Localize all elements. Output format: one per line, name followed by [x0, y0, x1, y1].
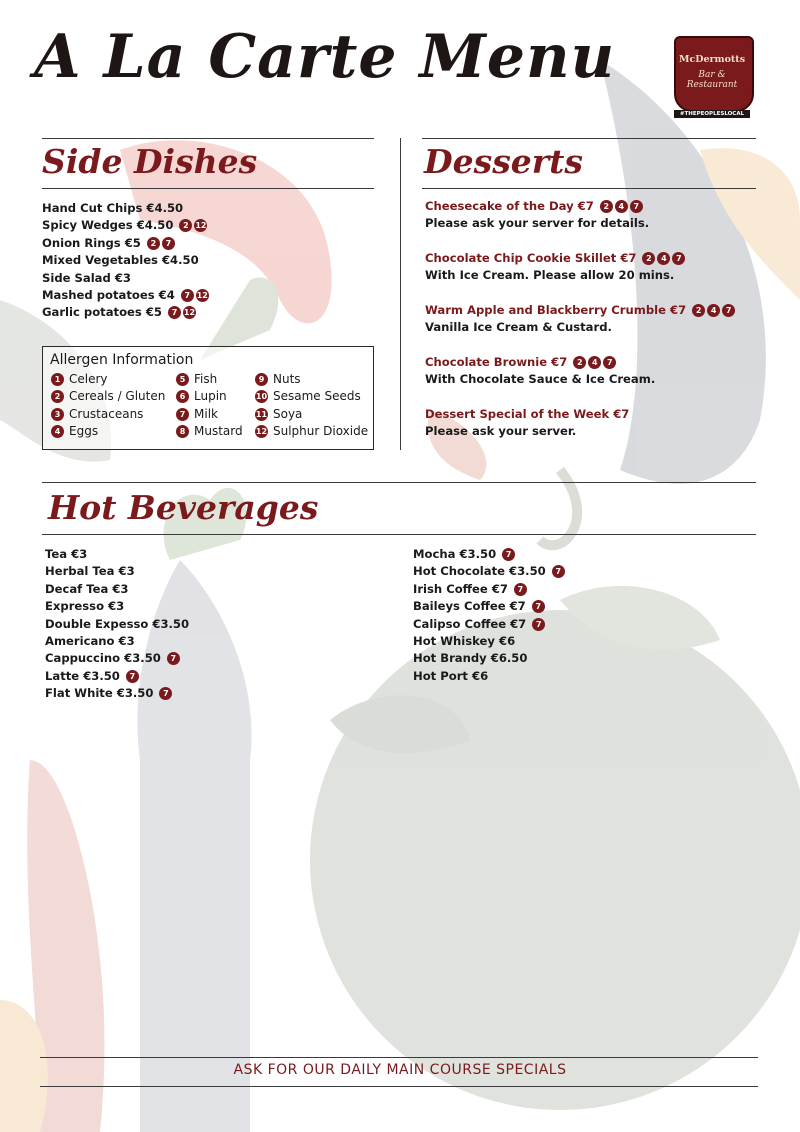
dessert-description: With Chocolate Sauce & Ice Cream.: [425, 372, 656, 387]
allergen-name: Soya: [273, 406, 303, 421]
dessert-description: Vanilla Ice Cream & Custard.: [425, 320, 612, 335]
item-text: Mashed potatoes €4: [42, 287, 175, 302]
allergen-badges: [500, 547, 515, 561]
allergen-badge: 4: [707, 304, 720, 317]
allergen-name: Fish: [194, 372, 218, 386]
allergen-badges: [166, 305, 196, 319]
allergen-badge: 2: [600, 200, 613, 213]
allergen-badge: 7: [630, 200, 643, 213]
allergen-badge: 8: [176, 425, 189, 438]
dessert-item: [425, 354, 655, 389]
hot-beverages-title: Hot Beverages: [48, 488, 319, 527]
allergen-name: Lupin: [194, 389, 227, 404]
allergen-badge: 7: [514, 583, 527, 596]
logo-tagline: #THEPEOPLESLOCAL: [674, 110, 750, 118]
item-text: Spicy Wedges €4.50: [42, 218, 174, 233]
item-text: Herbal Tea €3: [45, 564, 135, 579]
allergen-name: Milk: [194, 406, 218, 421]
logo-subtitle-line2: Restaurant: [686, 80, 738, 90]
item-text: Side Salad €3: [42, 270, 131, 285]
allergen-badge: 7: [502, 548, 515, 561]
allergen-title: Allergen Information: [50, 352, 194, 368]
allergen-name: Cereals / Gluten: [69, 389, 166, 404]
side-dish-item: [42, 217, 209, 234]
allergen-information-box: [42, 346, 374, 450]
logo-subtitle-line1: Bar &: [698, 70, 726, 80]
dessert-name-text: Dessert Special of the Week €7: [425, 407, 630, 421]
allergen-badge: 12: [255, 427, 268, 437]
allergen-badge: 2: [642, 252, 655, 265]
side-dish-item: [42, 304, 209, 321]
logo-name: McDermotts: [678, 54, 746, 65]
allergen-badges: [598, 199, 643, 213]
beverage-item: [45, 685, 189, 702]
allergen-badge: 7: [532, 600, 545, 613]
allergen-badge: 7: [532, 618, 545, 631]
dessert-name: [425, 198, 649, 215]
allergen-badge: 12: [196, 290, 208, 300]
dessert-name-text: Chocolate Brownie €7: [425, 355, 568, 369]
allergen-badge: 7: [167, 652, 180, 665]
allergen-name: Sulphur Dioxide: [273, 424, 369, 439]
allergen-badges: [571, 355, 616, 369]
allergen-entry: [176, 388, 243, 405]
allergen-badges: [179, 288, 209, 302]
dessert-item: [425, 250, 685, 285]
side-dish-item: [42, 287, 209, 304]
dessert-item: [425, 406, 629, 441]
allergen-badge: 10: [255, 392, 268, 402]
beverage-item: [45, 650, 189, 667]
allergen-badge: 6: [176, 390, 189, 403]
side-dish-item: [42, 200, 209, 217]
hot-beverages-list-right: [413, 546, 565, 685]
dessert-name-text: Cheesecake of the Day €7: [425, 199, 594, 213]
beverage-item: [413, 633, 565, 650]
allergen-badge: 4: [657, 252, 670, 265]
hot-beverages-list-left: [45, 546, 189, 703]
item-text: Double Expesso €3.50: [45, 616, 190, 631]
allergen-badge: 7: [672, 252, 685, 265]
daily-specials-banner: ASK FOR OUR DAILY MAIN COURSE SPECIALS: [233, 1062, 567, 1078]
allergen-name: Nuts: [273, 372, 301, 386]
dessert-name: [425, 354, 655, 371]
divider: [422, 188, 756, 189]
beverage-item: [45, 633, 189, 650]
allergen-badge: 7: [168, 306, 181, 319]
allergen-badge: 4: [615, 200, 628, 213]
divider: [40, 1086, 758, 1087]
item-text: Tea €3: [45, 547, 88, 561]
allergen-badge: 12: [183, 308, 196, 318]
allergen-column: [255, 371, 368, 441]
beverage-item: [45, 668, 189, 685]
allergen-badge: 1: [51, 373, 64, 386]
item-text: Garlic potatoes €5: [42, 305, 162, 320]
beverage-item: [45, 563, 189, 580]
divider: [42, 534, 756, 535]
allergen-badge: 7: [603, 356, 616, 369]
dessert-item: [425, 302, 735, 337]
allergen-name: Crustaceans: [69, 406, 144, 421]
allergen-badges: [157, 686, 172, 700]
allergen-badges: [530, 599, 545, 613]
divider: [42, 188, 374, 189]
logo-subtitle: [668, 70, 756, 90]
item-text: Mixed Vegetables €4.50: [42, 253, 199, 268]
allergen-entry: [51, 406, 165, 423]
beverage-item: [413, 616, 565, 633]
beverage-item: [413, 668, 565, 685]
item-text: Cappuccino €3.50: [45, 651, 161, 666]
allergen-badges: [530, 617, 545, 631]
allergen-entry: [255, 388, 368, 405]
allergen-entry: [255, 371, 368, 388]
dessert-name: [425, 406, 629, 423]
dessert-name-text: Chocolate Chip Cookie Skillet €7: [425, 251, 637, 265]
allergen-badge: 2: [147, 237, 160, 250]
allergen-name: Mustard: [194, 424, 243, 439]
allergen-badges: [165, 651, 180, 665]
allergen-badges: [512, 582, 527, 596]
beverage-item: [45, 616, 189, 633]
allergen-name: Sesame Seeds: [273, 389, 361, 404]
allergen-badge: 3: [51, 408, 64, 421]
allergen-badges: [145, 236, 175, 250]
divider: [40, 1057, 758, 1058]
allergen-badge: 7: [181, 289, 194, 302]
allergen-badges: [550, 564, 565, 578]
dessert-description: With Ice Cream. Please allow 20 mins.: [425, 268, 675, 283]
allergen-entry: [51, 423, 165, 440]
allergen-entry: [176, 423, 243, 440]
allergen-entry: [176, 371, 243, 388]
item-text: Mocha €3.50: [413, 547, 497, 561]
item-text: Latte €3.50: [45, 668, 120, 683]
allergen-badge: 7: [176, 408, 189, 421]
side-dish-item: [42, 270, 209, 287]
item-text: Hot Whiskey €6: [413, 633, 516, 648]
allergen-entry: [51, 371, 165, 388]
beverage-item: [45, 581, 189, 598]
allergen-name: Celery: [69, 372, 108, 386]
item-text: Onion Rings €5: [42, 235, 141, 250]
item-text: Baileys Coffee €7: [413, 599, 526, 614]
item-text: Hot Port €6: [413, 668, 489, 683]
beverage-item: [413, 546, 565, 563]
side-dishes-list: [42, 200, 209, 322]
allergen-badge: 12: [195, 221, 207, 231]
dessert-name-text: Warm Apple and Blackberry Crumble €7: [425, 303, 687, 317]
allergen-badge: 7: [126, 670, 139, 683]
column-divider: [400, 138, 401, 450]
beverage-item: [413, 581, 565, 598]
allergen-badge: 4: [588, 356, 601, 369]
beverage-item: [413, 598, 565, 615]
restaurant-logo: [668, 30, 758, 122]
beverage-item: [45, 598, 189, 615]
beverage-item: [413, 650, 565, 667]
allergen-badge: 9: [255, 373, 268, 386]
dessert-description: Please ask your server for details.: [425, 216, 650, 231]
allergen-badge: 4: [51, 425, 64, 438]
allergen-badge: 11: [255, 409, 268, 419]
item-text: Flat White €3.50: [45, 686, 154, 701]
item-text: Hand Cut Chips €4.50: [42, 201, 184, 215]
divider: [422, 138, 756, 139]
allergen-badge: 7: [722, 304, 735, 317]
divider: [42, 138, 374, 139]
item-text: Calipso Coffee €7: [413, 616, 527, 631]
allergen-badges: [640, 251, 685, 265]
allergen-entry: [176, 406, 243, 423]
item-text: Americano €3: [45, 633, 135, 648]
dessert-name: [425, 250, 685, 267]
desserts-title: Desserts: [424, 142, 583, 181]
allergen-name: Eggs: [69, 424, 99, 439]
allergen-entry: [255, 406, 368, 423]
allergen-badge: 5: [176, 373, 189, 386]
allergen-badge: 2: [179, 219, 192, 232]
divider: [42, 482, 756, 483]
item-text: Hot Brandy €6.50: [413, 651, 528, 666]
allergen-badge: 2: [573, 356, 586, 369]
item-text: Hot Chocolate €3.50: [413, 564, 546, 579]
allergen-badge: 7: [552, 565, 565, 578]
allergen-entry: [51, 388, 165, 405]
page-title: A La Carte Menu: [34, 22, 616, 92]
allergen-column: [176, 371, 243, 441]
allergen-entry: [255, 423, 368, 440]
item-text: Decaf Tea €3: [45, 581, 129, 596]
allergen-badges: [177, 218, 207, 232]
item-text: Irish Coffee €7: [413, 581, 508, 596]
dessert-item: [425, 198, 649, 233]
side-dish-item: [42, 235, 209, 252]
item-text: Expresso €3: [45, 599, 125, 614]
allergen-column: [51, 371, 165, 441]
dessert-name: [425, 302, 735, 319]
allergen-badges: [690, 303, 735, 317]
dessert-description: Please ask your server.: [425, 424, 577, 439]
beverage-item: [45, 546, 189, 563]
side-dish-item: [42, 252, 209, 269]
allergen-badge: 7: [159, 687, 172, 700]
allergen-badge: 2: [692, 304, 705, 317]
allergen-badge: 2: [51, 390, 64, 403]
side-dishes-title: Side Dishes: [42, 142, 258, 181]
beverage-item: [413, 563, 565, 580]
allergen-badge: 7: [162, 237, 175, 250]
allergen-badges: [124, 669, 139, 683]
